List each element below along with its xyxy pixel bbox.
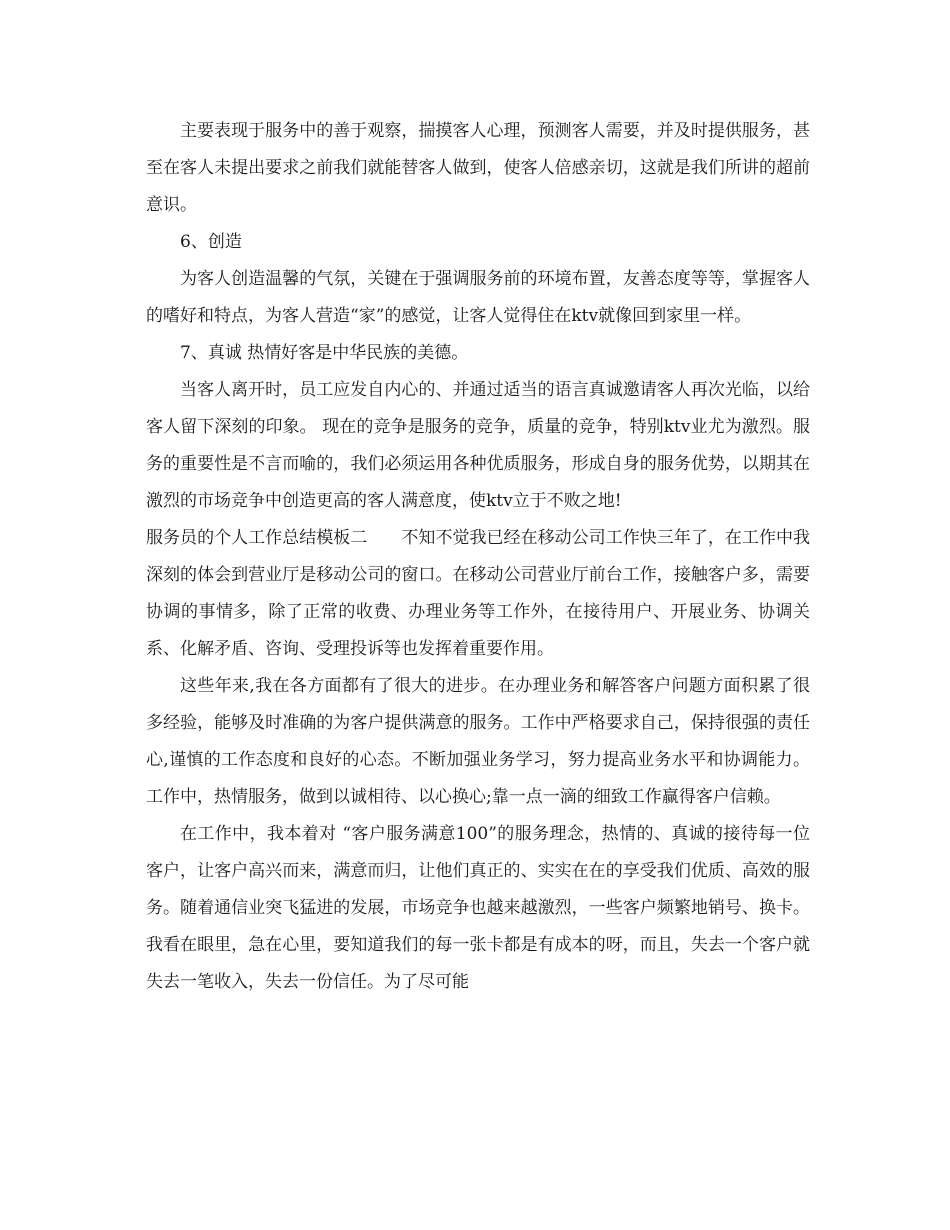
paragraph-8: 在工作中，我本着对 “客户服务满意100”的服务理念，热情的、真诚的接待每一位客户，让客户高兴而来，满意而归，让他们真正的、实实在在的享受我们优质、高效的服务。随着通信业突飞猛进的发展，市场竞争也越来越激烈，一些客户频繁地销号、换卡。我看在眼里，急在心里，要知道我们的每一张卡都是有成本的呀，而且，失去一个客户就失去一笔收入，失去一份信任。为了尽可能 [146, 824, 810, 992]
document-body [146, 113, 810, 1001]
paragraph-template-two: 服务员的个人工作总结模板二 不知不觉我已经在移动公司工作快三年了，在工作中我深刻的体会到营业厅是移动公司的窗口。在移动公司营业厅前台工作，接触客户多，需要协调的事情多，除了正常的收费、办理业务等工作外，在接待用户、开展业务、协调关系、化解矛盾、咨询、受理投诉等也发挥着重要作用。 [146, 528, 810, 659]
paragraph-7: 这些年来,我在各方面都有了很大的进步。在办理业务和解答客户问题方面积累了很多经验，能够及时准确的为客户提供满意的服务。工作中严格要求自己，保持很强的责任心,谨慎的工作态度和良好的心态。不断加强业务学习，努力提高业务水平和协调能力。工作中，热情服务，做到以诚相待、以心换心;靠一点一滴的细致工作赢得客户信赖。 [146, 676, 810, 807]
heading-6-create: 6、创造 [180, 232, 242, 252]
paragraph-3: 为客人创造温馨的气氛，关键在于强调服务前的环境布置，友善态度等等，掌握客人的嗜好和特点，为客人营造“家”的感觉，让客人觉得住在ktv就像回到家里一样。 [146, 269, 810, 326]
heading-7-sincere: 7、真诚 热情好客是中华民族的美德。 [180, 343, 469, 363]
paragraph-1: 主要表现于服务中的善于观察，揣摸客人心理，预测客人需要，并及时提供服务，甚至在客人未提出要求之前我们就能替客人做到，使客人倍感亲切，这就是我们所讲的超前意识。 [146, 121, 810, 215]
paragraph-5: 当客人离开时，员工应发自内心的、并通过适当的语言真诚邀请客人再次光临，以给客人留下深刻的印象。 现在的竞争是服务的竞争，质量的竞争，特别ktv业尤为激烈。服务的重要性是不言而喻的，我们必须运用各种优质服务，形成自身的服务优势，以期其在激烈的市场竞争中创造更高的客人满意度，使ktv立于不败之地! [146, 380, 810, 511]
